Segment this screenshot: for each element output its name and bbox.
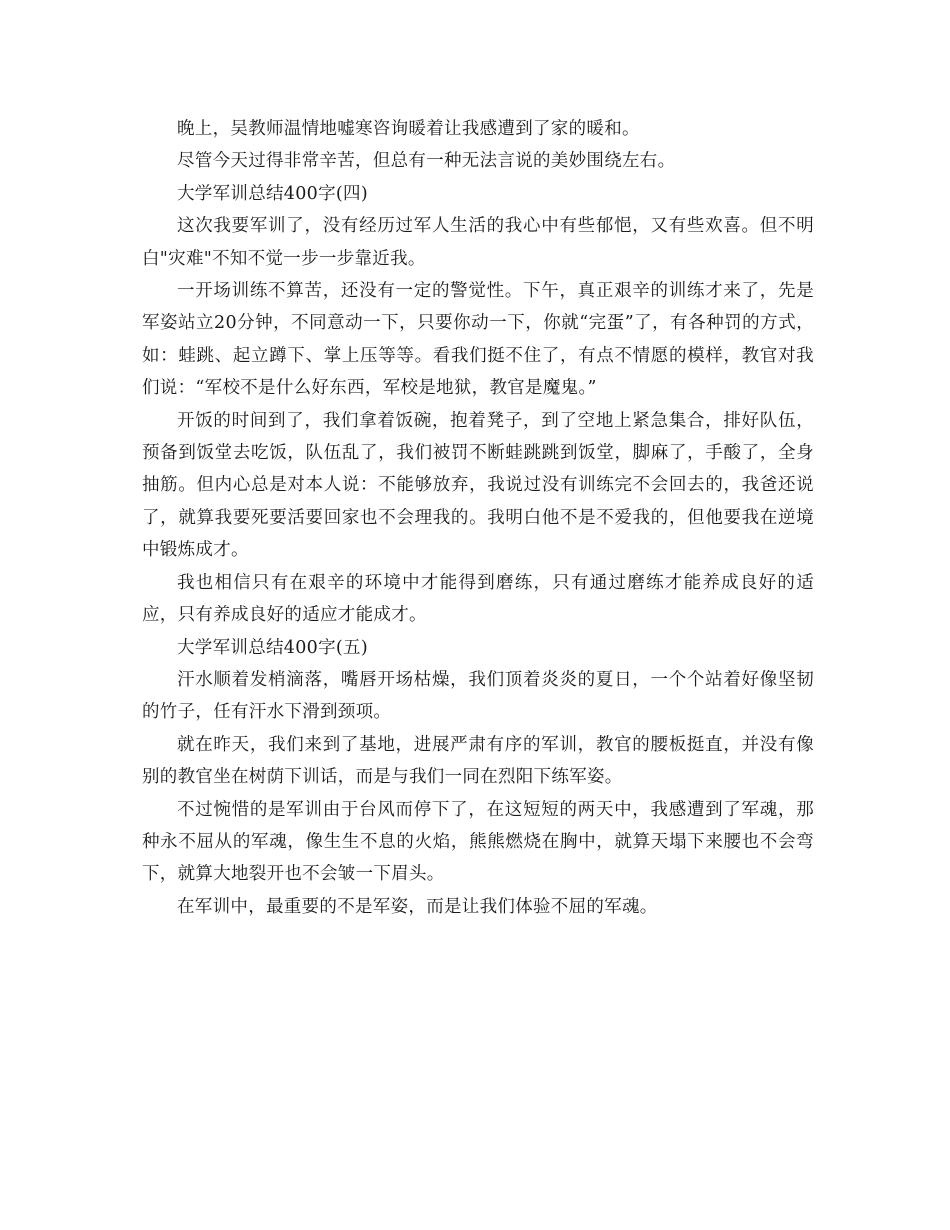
paragraph: 我也相信只有在艰辛的环境中才能得到磨练，只有通过磨练才能养成良好的适应，只有养成良好的适应才能成才。 — [142, 572, 814, 626]
paragraph: 就在昨天，我们来到了基地，进展严肃有序的军训，教官的腰板挺直，并没有像别的教官坐在树荫下训话，而是与我们一同在烈阳下练军姿。 — [142, 734, 814, 788]
section-heading: 大学军训总结400字(四) — [177, 183, 368, 204]
paragraph: 不过惋惜的是军训由于台风而停下了，在这短短的两天中，我感遭到了军魂，那种永不屈从的军魂，像生生不息的火焰，熊熊燃烧在胸中，就算天塌下来腰也不会弯下，就算大地裂开也不会皱一下眉头。 — [142, 799, 814, 885]
paragraph: 汗水顺着发梢滴落，嘴唇开场枯燥，我们顶着炎炎的夏日，一个个站着好像坚韧的竹子，任有汗水下滑到颈项。 — [142, 669, 814, 723]
paragraph: 一开场训练不算苦，还没有一定的警觉性。下午，真正艰辛的训练才来了，先是军姿站立20分钟，不同意动一下，只要你动一下，你就“完蛋”了，有各种罚的方式，如：蛙跳、起立蹲下、掌上压等等。看我们挺不住了，有点不情愿的模样，教官对我们说：“军校不是什么好东西，军校是地狱，教官是魔鬼。” — [142, 281, 814, 399]
document-body — [142, 113, 814, 923]
section-heading: 大学军训总结400字(五) — [177, 637, 368, 658]
paragraph: 在军训中，最重要的不是军姿，而是让我们体验不屈的军魂。 — [177, 896, 658, 917]
paragraph: 晚上，吴教师温情地嘘寒咨询暖着让我感遭到了家的暖和。 — [177, 119, 640, 139]
paragraph: 尽管今天过得非常辛苦，但总有一种无法言说的美妙围绕左右。 — [177, 151, 676, 172]
paragraph: 开饭的时间到了，我们拿着饭碗，抱着凳子，到了空地上紧急集合，排好队伍，预备到饭堂去吃饭，队伍乱了，我们被罚不断蛙跳跳到饭堂，脚麻了，手酸了，全身抽筋。但内心总是对本人说：不能够放弃，我说过没有训练完不会回去的，我爸还说了，就算我要死要活要回家也不会理我的。我明白他不是不爱我的，但他要我在逆境中锻炼成才。 — [142, 410, 814, 561]
paragraph: 这次我要军训了，没有经历过军人生活的我心中有些郁悒，又有些欢喜。但不明白"灾难"不知不觉一步一步靠近我。 — [142, 216, 814, 269]
